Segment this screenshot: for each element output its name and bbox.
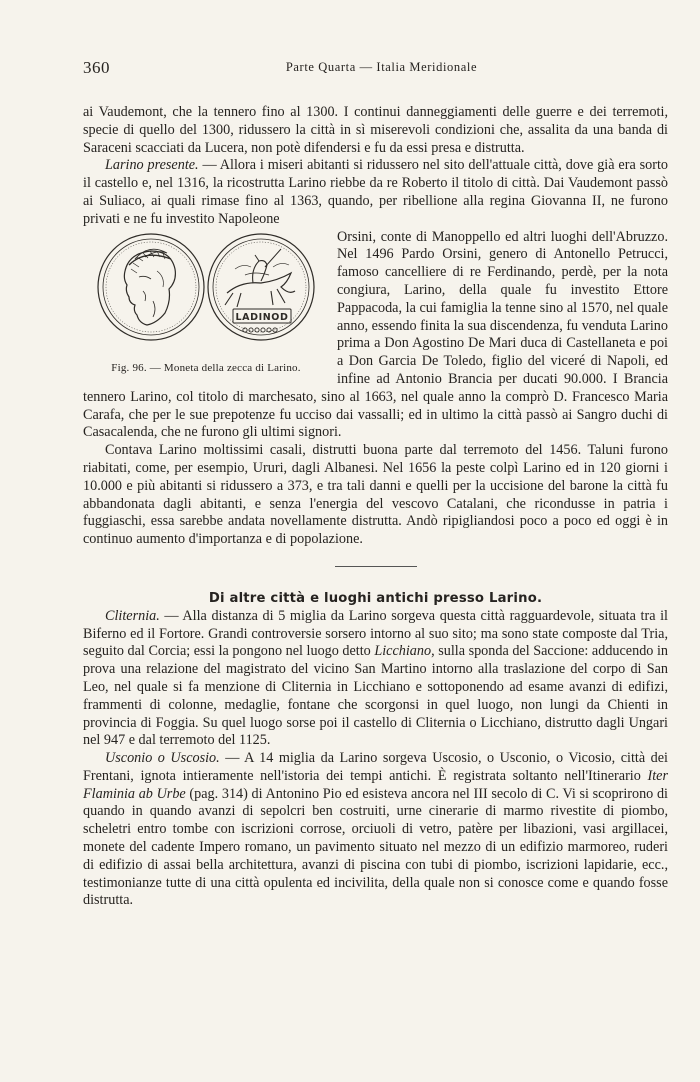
paragraph-label: Cliternia.: [105, 607, 160, 624]
paragraph-usconio: [83, 750, 668, 910]
figure-caption: Fig. 96. — Moneta della zecca di Larino.: [111, 361, 301, 374]
coin-obverse: [98, 234, 204, 340]
page-number: 360: [83, 58, 110, 77]
paragraph-text: — Alla distanza di 5 miglia da Larino sorgeva questa città ragguardevole, situata tra il Biferno ed il Fortore. Grandi controversie sorsero intorno al suo sito; ma sono state composte dal Tria, seguito dal Corcia; essi la pongono nel luogo detto: [83, 607, 668, 660]
paragraph-text: — Allora i miseri abitanti si ridussero nel sito dell'attuale città, dove già era sorto il castello e, nel 1316, la ricostrutta Larino riebbe da re Roberto il titolo di città. Dai Vaudemont passò ai Suliaco, ai quali rimase fino al 1363, quando, per ribellione alla regina Giovanna II, ne furono privati e ne fu investito Napoleone: [83, 157, 668, 227]
paragraph-italic-term: Licchiano: [374, 643, 432, 660]
paragraph-italic-term: Iter Flaminia ab Urbe: [83, 767, 668, 802]
paragraph-larino-presente-cont: Orsini, conte di Manoppello ed altri luoghi dell'Abruzzo. Nel 1496 Pardo Orsini, genero di Antonello Petrucci, famoso cancelliere di re Ferdinando, perdè, per la nota congiura, Larino, della quale fu investito Ettore Pappacoda, la cui famiglia la tenne sino al 1570, nel quale anno, essendo finita la sua discendenza, fu venduta Larino prima a Don Agostino De Mari duca di Castellaneta e poi a Don Garcia De Toledo, figlio del viceré di Napoli, ed infine ad Antonio Brancia per ducati 90.000. I Brancia tennero Larino, col titolo di marchesato, sino al 1663, nel quale anno la comprò D. Francesco Maria Carafa, che per le sue prepotenze fu ucciso dai vassalli; ed in ultimo la città passò ai Sangro duchi di Casacalenda, che ne furono gli ultimi signori.: [83, 228, 668, 441]
paragraph-label: Usconio o Uscosio.: [105, 750, 220, 767]
coin-reverse: [208, 234, 314, 340]
paragraph-label: Larino presente.: [105, 157, 199, 174]
page-header: [83, 58, 660, 80]
page-body: [83, 104, 668, 910]
paragraph-text: (pag. 314) di Antonino Pio ed esisteva ancora nel III secolo di C. Vi si scoprirono di quando in quando avanzi di sepolcri ben costruiti, urne cinerarie di marmo rivestite di piombo, scheletri entro tombe con iscrizioni corrose, orciuoli di vetro, patère per libazioni, vasi argillacei, monete del cadente Impero romano, un pavimento situato nel mezzo di un edifizio marmoreo, ruderi di edifizio di assai bella architettura, avanzi di piscina con tubi di piombo, iscrizioni lapidarie, ecc., testimonianze tutte di una città opulenta ed incivilita, della quale non si conosce come e quando fosse distrutta.: [83, 785, 668, 909]
section-divider: [335, 566, 417, 567]
coin-illustration: [95, 231, 317, 351]
paragraph-text: — A 14 miglia da Larino sorgeva Uscosio, o Usconio, o Vicosio, città dei Frentani, ignota intieramente nell'istoria dei tempi antichi. È registrata soltanto nell'Itinerario: [83, 750, 668, 784]
coin-legend: LADINOD: [235, 311, 289, 323]
paragraph-larino-presente-intro: [83, 157, 668, 228]
section-heading: Di altre città e luoghi antichi presso Larino.: [208, 590, 543, 606]
paragraph-cliternia: [83, 608, 668, 750]
paragraph-continuation: ai Vaudemont, che la tennero fino al 1300. I continui danneggiamenti delle guerre e dei terremoti, specie di quello del 1300, ridussero la città in sì miserevoli condizioni che, assalita da una banda di Saraceni scacciati da Lucera, non potè difendersi e fu da essi presa e distrutta.: [83, 104, 668, 156]
paragraph-casali: Contava Larino moltissimi casali, distrutti buona parte dal terremoto del 1456. Taluni furono riabitati, come, per esempio, Ururi, dagli Albanesi. Nel 1656 la peste colpì Larino ed in 120 giorni i 10.000 e più abitanti si ridussero a 373, e tra tali danni e quelli per la uccisione del barone la città fu abbandonata dagli abitanti, e senza l'energia del vescovo Catalani, che ricondusse in patria i fuggiaschi, essa sarebbe andata novellamente distrutta. Andò ripigliandosi poco a poco ed oggi è in continuo aumento d'importanza e di popolazione.: [83, 442, 668, 548]
paragraph-text: , sulla sponda del Saccione: adducendo in prova una relazione del magistrato del vicino San Martino intorno alla traslazione del corpo di San Leo, nel quale si fa menzione di Cliternia in Licchiano e sottoponendo ad esame avanzi di edifizi, frammenti di colonne, medaglie, fontane che scorgonsi in quel luogo, non lungi da Chienti in provincia di Foggia. Su quel luogo sorse poi il castello di Cliternia o Licchiano, distrutto dagli Ungari nel 947 e dal terremoto del 1125.: [83, 643, 668, 749]
running-head: Parte Quarta — Italia Meridionale: [285, 60, 478, 74]
coin-figure: [83, 231, 329, 375]
